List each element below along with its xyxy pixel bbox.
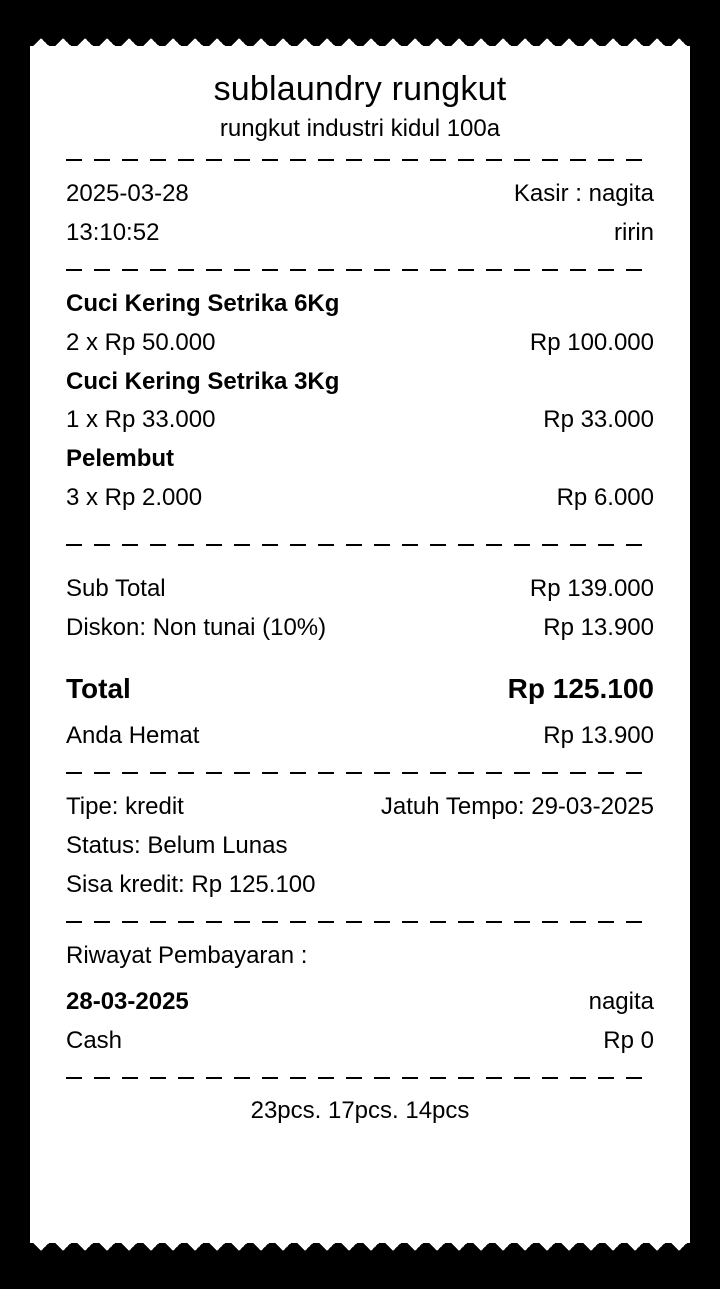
- payment-remaining: Sisa kredit: Rp 125.100: [66, 870, 316, 898]
- history-date-row: [66, 983, 654, 1022]
- divider-header: [66, 159, 654, 161]
- receipt-container: [30, 30, 690, 1259]
- spacer: [66, 518, 654, 528]
- item-amount: Rp 100.000: [529, 328, 654, 356]
- payment-history-title: Riwayat Pembayaran :: [66, 941, 308, 969]
- item-detail-row: [66, 479, 654, 518]
- store-address: rungkut industri kidul 100a: [219, 115, 501, 142]
- cashier-second-name: ririn: [614, 218, 654, 246]
- paper-bottom-edge: [30, 1243, 690, 1259]
- item-name: Cuci Kering Setrika 6Kg: [66, 289, 340, 317]
- item-name: Pelembut: [66, 445, 175, 473]
- savings-label: Anda Hemat: [66, 722, 200, 750]
- subtotal-row: [66, 570, 654, 609]
- history-date: 28-03-2025: [66, 988, 189, 1016]
- payment-status: Status: Belum Lunas: [66, 831, 288, 859]
- savings-row: [66, 717, 654, 756]
- discount-label: Diskon: Non tunai (10%): [66, 613, 327, 641]
- history-method-row: [66, 1022, 654, 1061]
- payment-type: Tipe: kredit: [66, 792, 184, 820]
- divider-summary: [66, 544, 654, 546]
- total-row: [66, 666, 654, 711]
- payment-type-row: [66, 788, 654, 827]
- paper-top-edge: [30, 30, 690, 46]
- subtotal-value: Rp 139.000: [529, 575, 654, 602]
- divider-items: [66, 269, 654, 271]
- footer-piece-counts: 23pcs. 17pcs. 14pcs: [250, 1097, 470, 1125]
- item-name: Cuci Kering Setrika 3Kg: [66, 367, 340, 395]
- divider-payment: [66, 772, 654, 774]
- receipt-time: 13:10:52: [66, 218, 160, 246]
- history-method: Cash: [66, 1027, 123, 1055]
- item-qty-price: 2 x Rp 50.000: [66, 328, 216, 356]
- payment-due-date: Jatuh Tempo: 29-03-2025: [380, 792, 654, 820]
- savings-value: Rp 13.900: [543, 722, 654, 750]
- history-amount: Rp 0: [603, 1027, 654, 1055]
- discount-value: Rp 13.900: [543, 613, 654, 641]
- divider-footer: [66, 1077, 654, 1079]
- item-qty-price: 1 x Rp 33.000: [66, 406, 216, 434]
- list-item: [66, 363, 654, 441]
- discount-row: [66, 609, 654, 648]
- subtotal-label: Sub Total: [66, 575, 166, 602]
- cashier-name: Kasir : nagita: [513, 180, 654, 207]
- receipt-paper: [30, 30, 690, 1259]
- total-label: Total: [66, 672, 131, 704]
- total-value: Rp 125.100: [507, 672, 654, 704]
- item-amount: Rp 33.000: [543, 406, 654, 434]
- list-item: [66, 440, 654, 518]
- item-detail-row: [66, 401, 654, 440]
- store-name: sublaundry rungkut: [213, 70, 507, 108]
- payment-history-list: [66, 983, 654, 1061]
- history-operator: nagita: [588, 988, 654, 1016]
- receipt-date-row: [66, 175, 654, 214]
- list-item: [66, 285, 654, 363]
- item-detail-row: [66, 324, 654, 363]
- item-amount: Rp 6.000: [556, 484, 654, 512]
- receipt-date: 2025-03-28: [66, 180, 189, 207]
- item-qty-price: 3 x Rp 2.000: [66, 484, 203, 512]
- list-item: [66, 983, 654, 1061]
- spacer: [66, 560, 654, 570]
- receipt-time-row: [66, 214, 654, 253]
- divider-history: [66, 921, 654, 923]
- item-list: [66, 285, 654, 518]
